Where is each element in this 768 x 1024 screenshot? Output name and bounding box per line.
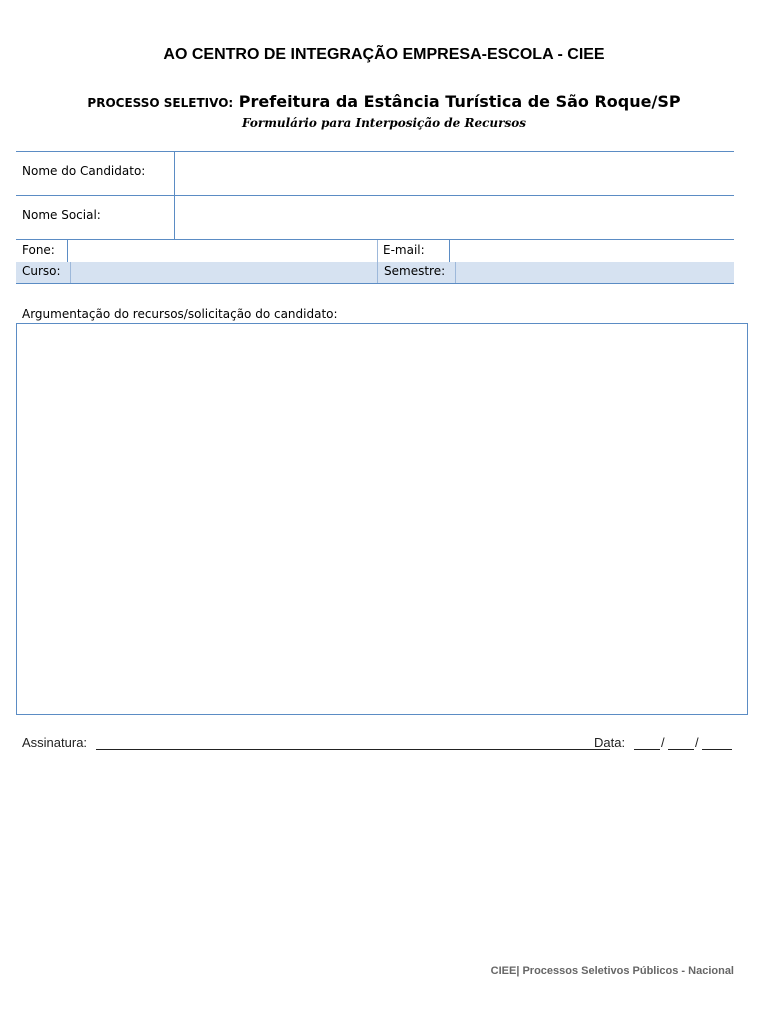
process-label: PROCESSO SELETIVO:	[87, 96, 234, 110]
argumentacao-label: Argumentação do recursos/solicitação do candidato:	[22, 307, 338, 321]
date-label: Data:	[594, 735, 626, 750]
signature-row	[22, 735, 734, 753]
process-subtitle	[0, 92, 768, 111]
label-column-divider	[174, 152, 175, 239]
semestre-divider	[455, 262, 456, 283]
date-year-line[interactable]	[702, 749, 732, 750]
argumentacao-textarea[interactable]	[16, 323, 748, 715]
nome-social-label: Nome Social:	[22, 208, 101, 222]
nome-candidato-field[interactable]	[176, 152, 734, 195]
email-divider	[449, 240, 450, 262]
fone-divider	[67, 240, 68, 262]
date-separator: /	[661, 735, 665, 750]
nome-candidato-label: Nome do Candidato:	[22, 164, 146, 178]
email-field[interactable]	[451, 240, 734, 262]
curso-label: Curso:	[22, 264, 61, 278]
signature-line[interactable]	[96, 749, 610, 750]
semestre-field[interactable]	[457, 262, 734, 283]
nome-social-field[interactable]	[176, 196, 734, 239]
fone-label: Fone:	[22, 243, 55, 257]
signature-label: Assinatura:	[22, 735, 88, 750]
date-month-line[interactable]	[668, 749, 694, 750]
email-label: E-mail:	[383, 243, 425, 257]
curso-field[interactable]	[72, 262, 376, 283]
document-title: AO CENTRO DE INTEGRAÇÃO EMPRESA-ESCOLA - CIEE	[163, 46, 605, 63]
footer-text: CIEE| Processos Seletivos Públicos - Nacional	[490, 965, 734, 977]
mid-column-divider	[377, 240, 378, 283]
date-day-line[interactable]	[634, 749, 660, 750]
curso-divider	[70, 262, 71, 283]
fone-field[interactable]	[69, 240, 376, 262]
table-border-bottom	[16, 283, 734, 284]
process-value: Prefeitura da Estância Turística de São Roque/SP	[238, 92, 681, 111]
date-separator: /	[695, 735, 699, 750]
form-title: Formulário para Interposição de Recursos	[242, 116, 526, 130]
semestre-label: Semestre:	[384, 264, 446, 278]
